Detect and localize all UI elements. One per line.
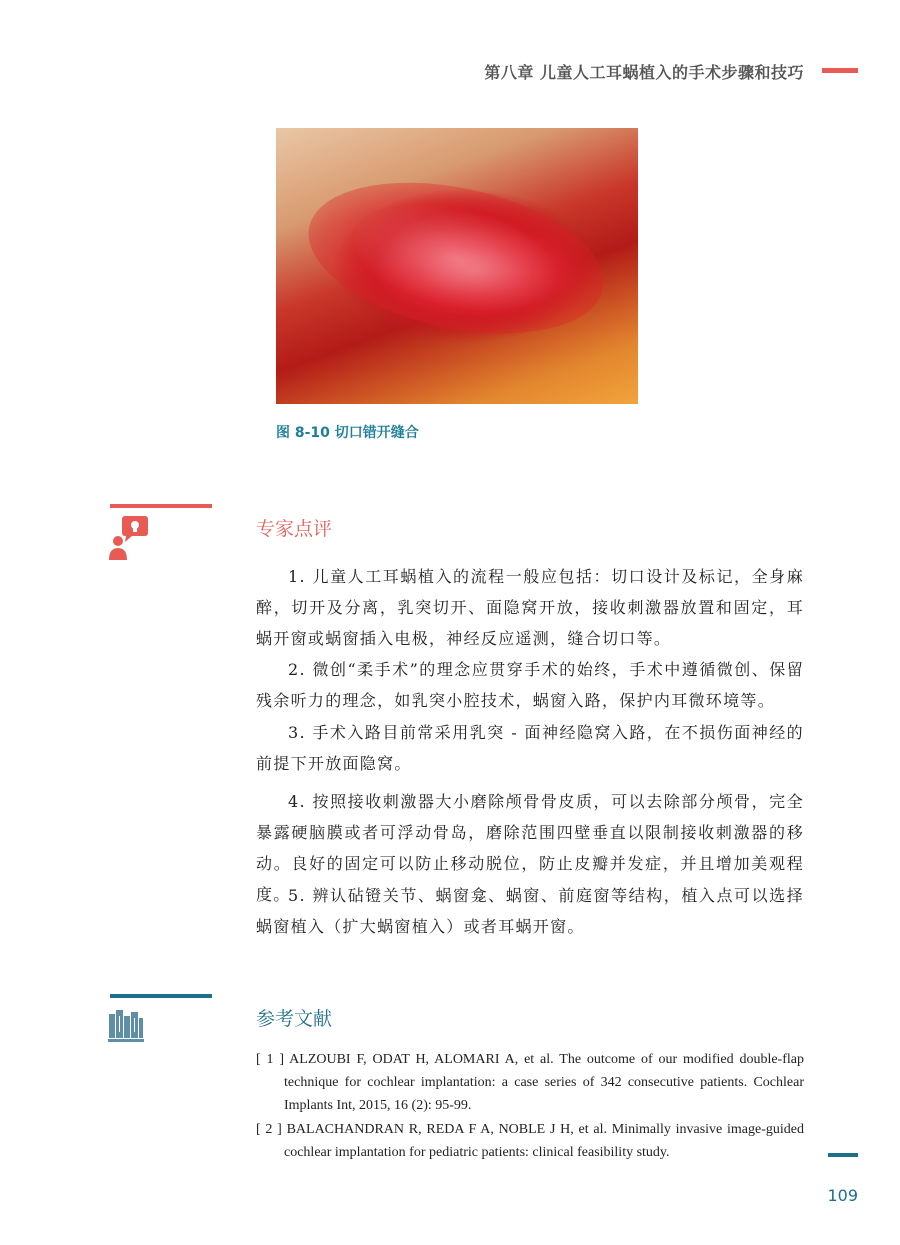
figure-caption: 图 8-10 切口错开缝合	[276, 425, 419, 441]
incision-area	[295, 158, 618, 357]
books-icon	[108, 1010, 144, 1042]
surgical-photo	[276, 128, 638, 404]
reference-item-2: [ 2 ] BALACHANDRAN R, REDA F A, NOBLE J H, et al. Minimally invasive image-guided cochlear implantation for pediatric patients: clinical feasibility study.	[256, 1122, 804, 1160]
expert-paragraph-4: 4. 按照接收刺激器大小磨除颅骨骨皮质，可以去除部分颅骨，完全暴露硬脑膜或者可浮动骨岛，磨除范围四壁垂直以限制接收刺激器的移动。良好的固定可以防止移动脱位，防止皮瓣并发症，并且增加美观程度。	[256, 792, 804, 904]
expert-paragraph-1: 1. 儿童人工耳蜗植入的流程一般应包括：切口设计及标记，全身麻醉，切开及分离，乳突切开、面隐窝开放，接收刺激器放置和固定，耳蜗开窗或蜗窗插入电极，神经反应遥测，缝合切口等。	[256, 567, 804, 648]
expert-paragraph-2: 2. 微创“柔手术”的理念应贯穿手术的始终，手术中遵循微创、保留残余听力的理念，如乳突小腔技术，蜗窗入路，保护内耳微环境等。	[256, 660, 804, 710]
expert-section-bar	[110, 504, 212, 508]
footer-accent-bar	[828, 1153, 858, 1157]
expert-paragraph-3: 3. 手术入路目前常采用乳突 - 面神经隐窝入路，在不损伤面神经的前提下开放面隐窝。	[256, 723, 804, 773]
expert-paragraph-5: 5. 辨认砧镫关节、蜗窗龛、蜗窗、前庭窗等结构，植入点可以选择蜗窗植入（扩大蜗窗植入）或者耳蜗开窗。	[256, 886, 804, 936]
references-section-bar	[110, 994, 212, 998]
references-title: 参考文献	[256, 1008, 333, 1030]
header-accent-bar	[822, 68, 858, 73]
expert-review-title: 专家点评	[256, 518, 333, 540]
chapter-title: 第八章 儿童人工耳蜗植入的手术步骤和技巧	[484, 63, 804, 82]
lightbulb-person-icon	[108, 516, 150, 562]
page-number: 109	[827, 1186, 858, 1205]
reference-item-1: [ 1 ] ALZOUBI F, ODAT H, ALOMARI A, et al. The outcome of our modified double-flap technique for cochlear implantation: a case series of 342 consecutive patients. Cochlear Implants Int, 2015, 16 (2): 95-99.	[256, 1052, 804, 1113]
